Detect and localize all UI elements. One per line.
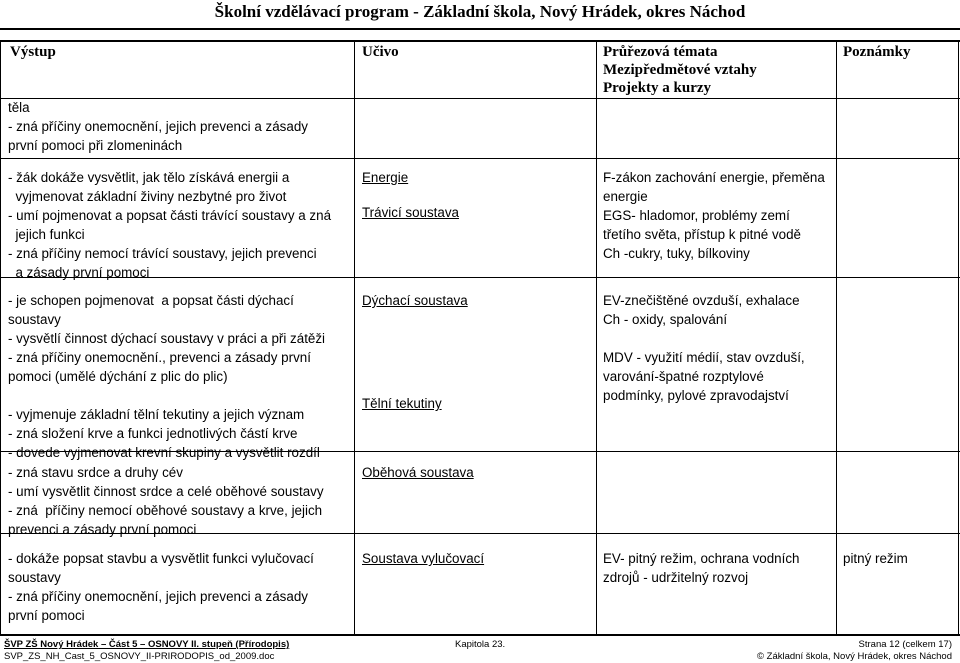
row-3-vystup: - je schopen pojmenovat a popsat části dýchací soustavy - vysvětlí činnost dýchací soustavy v práci a při zátěži - zná příčiny onemocnění., prevenci a zásady první pomoci (umělé dýchání z plic do plic) - vyjmenuje základní tělní tekutiny a jejich význam - zná složení krve a funkci jednotlivých částí krve - dovede vyjmenovat krevní skupiny a vysvětlit rozdíl [8,293,326,460]
grid-right [958,40,959,635]
grid-top [0,40,960,42]
page-header: Školní vzdělávací program - Základní škola, Nový Hrádek, okres Náchod [214,2,746,21]
row-3-ucivo-dychaci: Dýchací soustava [362,293,468,308]
row-5-poznamky: pitný režim [843,551,908,566]
header-rule [0,28,960,30]
row-4-ucivo-obehova: Oběhová soustava [362,465,474,480]
grid-col-2 [596,40,597,635]
grid-col-1 [354,40,355,635]
row-2-prurezova: F-zákon zachování energie, přeměna energie EGS- hladomor, problémy zemí třetího světa, přístup k pitné vodě Ch -cukry, tuky, bílkoviny [603,170,825,261]
row-3-ucivo-telni: Tělní tekutiny [362,396,442,411]
column-heading-poznamky: Poznámky [843,44,911,60]
row-4-vystup: - zná stavu srdce a druhy cév - umí vysvětlit činnost srdce a celé oběhové soustavy - zná příčiny nemocí oběhové soustavy a krve, jejich prevenci a zásady první pomoci [8,465,324,537]
row-2-ucivo-travici: Trávicí soustava [362,205,459,220]
footer-document-title: ŠVP ZŠ Nový Hrádek – Část 5 – OSNOVY II. stupeň (Přírodopis) [4,639,290,650]
row-2-vystup: - žák dokáže vysvětlit, jak tělo získává energii a vyjmenovat základní živiny nezbytné pro život - umí pojmenovat a popsat části trávící soustavy a zná jejich funkci - zná příčiny nemocí trávící soustavy, jejich prevenci a zásady první pomoci [8,170,332,280]
footer-page-number: Strana 12 (celkem 17) [858,639,952,650]
column-heading-prurezova-2: Mezipředmětové vztahy [603,62,757,78]
grid-left [0,40,1,635]
row-5-vystup: - dokáže popsat stavbu a vysvětlit funkci vylučovací soustavy - zná příčiny onemocnění, jejich prevenci a zásady první pomoci [8,551,314,623]
grid-col-3 [836,40,837,635]
footer-copyright: © Základní škola, Nový Hrádek, okres Náchod [757,651,952,662]
column-heading-prurezova-3: Projekty a kurzy [603,80,712,96]
row-5-prurezova: EV- pitný režim, ochrana vodních zdrojů - udržitelný rozvoj [603,551,800,585]
footer-chapter: Kapitola 23. [455,639,506,650]
grid-row-1-2 [0,158,960,159]
column-heading-ucivo: Učivo [362,44,399,60]
footer-filename: SVP_ZS_NH_Cast_5_OSNOVY_II-PRIRODOPIS_od_2009.doc [4,651,275,662]
row-3-prurezova: EV-znečištěné ovzduší, exhalace Ch - oxidy, spalování MDV - využití médií, stav ovzduší, varování-špatné rozptylové podmínky, pylové zpravodajství [603,293,805,403]
column-heading-prurezova-1: Průřezová témata [603,44,718,60]
row-1-vystup: těla - zná příčiny onemocnění, jejich prevenci a zásady první pomoci při zlomeninách [8,100,308,153]
row-2-ucivo-energie: Energie [362,170,409,185]
column-heading-vystup: Výstup [10,44,56,60]
grid-bottom [0,634,960,636]
row-5-ucivo-vylucovaci: Soustava vylučovací [362,551,485,566]
